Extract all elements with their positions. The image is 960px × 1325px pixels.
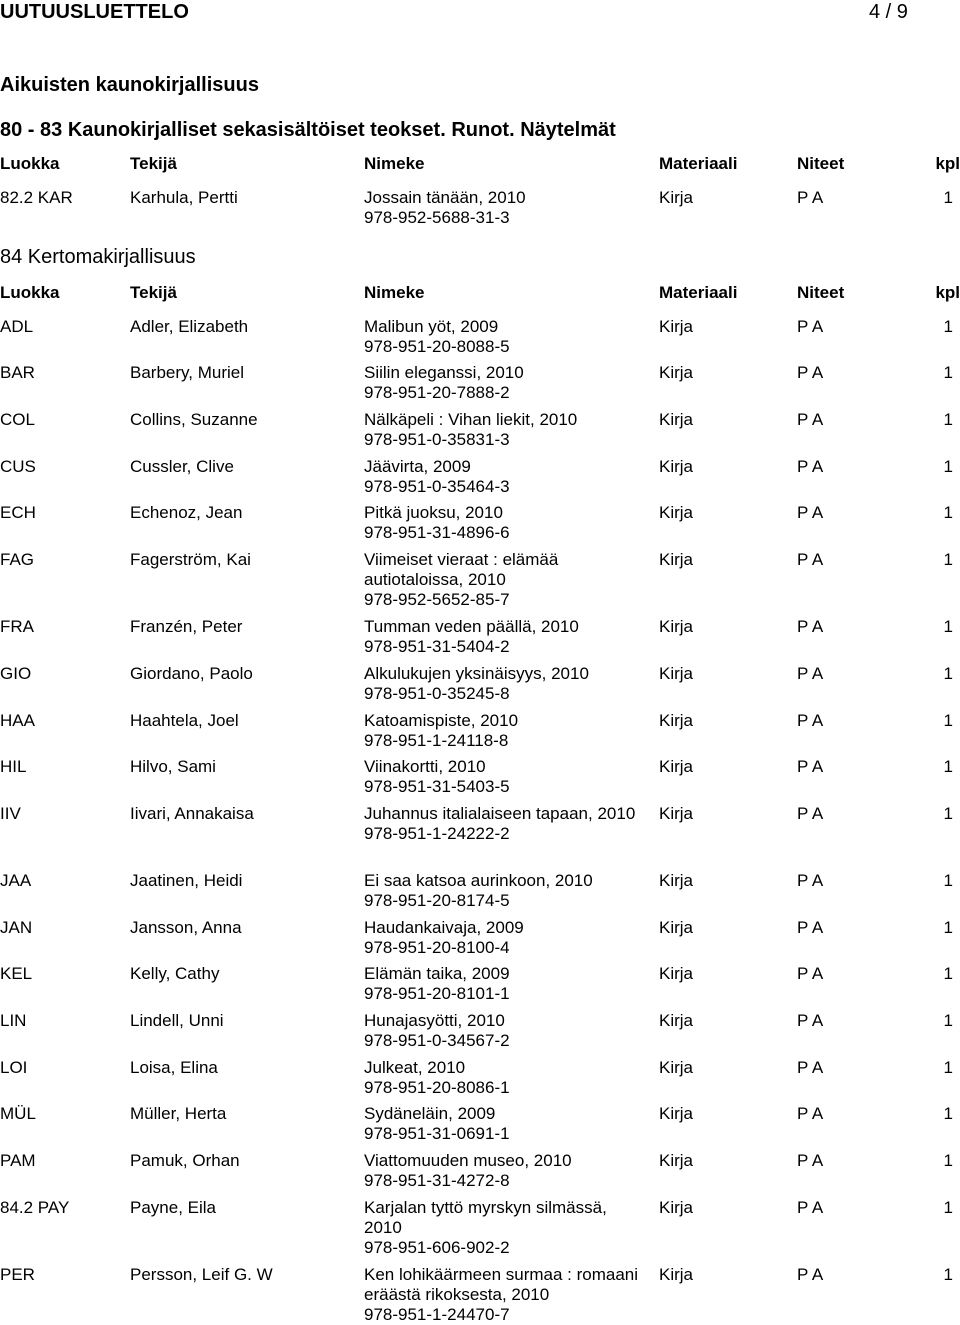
cell-tekija: Haahtela, Joel [130,711,239,730]
cell-isbn: 978-951-31-5403-5 [364,777,510,796]
cell-niteet: P A [797,503,824,522]
cell-tekija: Loisa, Elina [130,1058,218,1077]
cell-nimeke-title: Jossain tänään, 2010 [364,188,526,207]
cell-tekija: Giordano, Paolo [130,664,253,683]
cell-nimeke-title: Siilin eleganssi, 2010 [364,363,524,382]
cell-niteet: P A [797,1265,824,1284]
cell-tekija: Cussler, Clive [130,457,234,476]
cell-nimeke [364,1104,639,1144]
cell-isbn: 978-951-1-24222-2 [364,824,510,843]
cell-kpl: 1 [943,617,953,636]
cell-nimeke [364,457,639,497]
column-header-kpl: kpl [935,154,960,173]
cell-nimeke [364,1198,639,1258]
cell-niteet: P A [797,550,824,569]
cell-kpl: 1 [943,1151,953,1170]
cell-tekija: Kelly, Cathy [130,964,220,983]
cell-niteet: P A [797,1011,824,1030]
column-header-row [0,283,960,303]
column-header-row [0,154,960,174]
cell-niteet: P A [797,1151,824,1170]
section-title: Aikuisten kaunokirjallisuus [0,74,259,96]
cell-nimeke [364,188,639,228]
cell-isbn: 978-952-5688-31-3 [364,208,510,227]
cell-kpl: 1 [943,1058,953,1077]
cell-niteet: P A [797,188,824,207]
cell-nimeke-title: Viattomuuden museo, 2010 [364,1151,572,1170]
cell-nimeke-title: Juhannus italialaiseen tapaan, 2010 [364,804,636,823]
cell-isbn: 978-951-0-35831-3 [364,430,510,449]
cell-nimeke-title: Alkulukujen yksinäisyys, 2010 [364,664,589,683]
cell-kpl: 1 [943,871,953,890]
cell-tekija: Barbery, Muriel [130,363,244,382]
cell-nimeke [364,317,639,357]
cell-niteet: P A [797,918,824,937]
cell-materiaali: Kirja [659,1265,694,1284]
cell-nimeke [364,711,639,751]
cell-nimeke [364,617,639,657]
cell-nimeke [364,1151,639,1191]
cell-nimeke [364,918,639,958]
cell-kpl: 1 [943,964,953,983]
cell-nimeke-title: Ken lohikäärmeen surmaa : romaani eräästä rikoksesta, 2010 [364,1265,639,1304]
cell-materiaali: Kirja [659,804,694,823]
cell-materiaali: Kirja [659,503,694,522]
cell-luokka: 84.2 PAY [0,1198,70,1217]
cell-isbn: 978-951-31-0691-1 [364,1124,510,1143]
column-header-luokka: Luokka [0,283,60,302]
cell-materiaali: Kirja [659,617,694,636]
cell-kpl: 1 [943,1011,953,1030]
cell-nimeke-title: Viimeiset vieraat : elämää autiotaloissa, 2010 [364,550,559,589]
cell-kpl: 1 [943,317,953,336]
cell-isbn: 978-952-5652-85-7 [364,590,510,609]
cell-kpl: 1 [943,457,953,476]
cell-kpl: 1 [943,188,953,207]
cell-luokka: CUS [0,457,36,476]
cell-niteet: P A [797,1104,824,1123]
cell-kpl: 1 [943,550,953,569]
cell-isbn: 978-951-20-8086-1 [364,1078,510,1097]
cell-nimeke-title: Julkeat, 2010 [364,1058,466,1077]
cell-nimeke-title: Tumman veden päällä, 2010 [364,617,579,636]
cell-materiaali: Kirja [659,1151,694,1170]
cell-nimeke-title: Nälkäpeli : Vihan liekit, 2010 [364,410,578,429]
cell-materiaali: Kirja [659,410,694,429]
group-title-poetry: 80 - 83 Kaunokirjalliset sekasisältöiset teokset. Runot. Näytelmät [0,119,616,141]
cell-kpl: 1 [943,918,953,937]
cell-nimeke-title: Karjalan tyttö myrskyn silmässä, 2010 [364,1198,607,1237]
cell-luokka: HIL [0,757,27,776]
cell-kpl: 1 [943,1198,953,1217]
cell-materiaali: Kirja [659,363,694,382]
cell-isbn: 978-951-606-902-2 [364,1238,510,1257]
cell-isbn: 978-951-1-24118-8 [364,731,509,750]
cell-materiaali: Kirja [659,550,694,569]
cell-isbn: 978-951-1-24470-7 [364,1305,510,1324]
cell-materiaali: Kirja [659,188,694,207]
cell-niteet: P A [797,964,824,983]
cell-niteet: P A [797,1058,824,1077]
cell-nimeke [364,363,639,403]
cell-isbn: 978-951-0-34567-2 [364,1031,510,1050]
column-header-nimeke: Nimeke [364,283,425,302]
cell-tekija: Persson, Leif G. W [130,1265,273,1284]
cell-nimeke [364,871,639,911]
cell-nimeke-title: Malibun yöt, 2009 [364,317,499,336]
cell-niteet: P A [797,457,824,476]
cell-tekija: Fagerström, Kai [130,550,251,569]
cell-nimeke-title: Pitkä juoksu, 2010 [364,503,503,522]
cell-isbn: 978-951-31-5404-2 [364,637,510,656]
cell-materiaali: Kirja [659,1198,694,1217]
cell-kpl: 1 [943,410,953,429]
cell-nimeke-title: Jäävirta, 2009 [364,457,471,476]
cell-luokka: HAA [0,711,35,730]
cell-niteet: P A [797,317,824,336]
cell-isbn: 978-951-31-4896-6 [364,523,510,542]
cell-nimeke [364,1265,639,1325]
cell-tekija: Müller, Herta [130,1104,227,1123]
cell-niteet: P A [797,711,824,730]
cell-tekija: Lindell, Unni [130,1011,224,1030]
cell-tekija: Karhula, Pertti [130,188,238,207]
cell-niteet: P A [797,1198,824,1217]
cell-isbn: 978-951-20-8100-4 [364,938,510,957]
cell-materiaali: Kirja [659,757,694,776]
group-title-fiction: 84 Kertomakirjallisuus [0,246,196,268]
cell-niteet: P A [797,804,824,823]
column-header-tekija: Tekijä [130,283,177,302]
cell-materiaali: Kirja [659,871,694,890]
cell-kpl: 1 [943,804,953,823]
cell-luokka: ECH [0,503,36,522]
cell-materiaali: Kirja [659,964,694,983]
cell-niteet: P A [797,664,824,683]
cell-kpl: 1 [943,503,953,522]
cell-nimeke-title: Katoamispiste, 2010 [364,711,519,730]
cell-nimeke [364,503,639,543]
cell-luokka: ADL [0,317,34,336]
cell-luokka: JAA [0,871,32,890]
cell-luokka: PER [0,1265,35,1284]
cell-tekija: Pamuk, Orhan [130,1151,240,1170]
column-header-materiaali: Materiaali [659,283,738,302]
cell-nimeke-title: Ei saa katsoa aurinkoon, 2010 [364,871,593,890]
column-header-niteet: Niteet [797,154,845,173]
cell-luokka: COL [0,410,35,429]
cell-luokka: JAN [0,918,33,937]
cell-niteet: P A [797,757,824,776]
cell-tekija: Payne, Eila [130,1198,216,1217]
cell-niteet: P A [797,871,824,890]
cell-materiaali: Kirja [659,1104,694,1123]
cell-nimeke-title: Haudankaivaja, 2009 [364,918,524,937]
cell-isbn: 978-951-20-8174-5 [364,891,510,910]
cell-materiaali: Kirja [659,457,694,476]
cell-materiaali: Kirja [659,1058,694,1077]
cell-nimeke-title: Elämän taika, 2009 [364,964,510,983]
cell-luokka: LIN [0,1011,27,1030]
cell-luokka: FAG [0,550,35,569]
cell-materiaali: Kirja [659,711,694,730]
cell-luokka: FRA [0,617,34,636]
cell-isbn: 978-951-20-8101-1 [364,984,510,1003]
cell-materiaali: Kirja [659,918,694,937]
page-number: 4 / 9 [869,1,908,23]
cell-nimeke [364,804,639,844]
cell-tekija: Franzén, Peter [130,617,243,636]
cell-nimeke [364,1058,639,1098]
cell-materiaali: Kirja [659,317,694,336]
column-header-tekija: Tekijä [130,154,177,173]
cell-luokka: LOI [0,1058,28,1077]
cell-tekija: Jaatinen, Heidi [130,871,243,890]
cell-niteet: P A [797,617,824,636]
cell-kpl: 1 [943,664,953,683]
cell-nimeke [364,757,639,797]
cell-kpl: 1 [943,363,953,382]
cell-isbn: 978-951-31-4272-8 [364,1171,510,1190]
cell-nimeke [364,664,639,704]
cell-niteet: P A [797,410,824,429]
cell-tekija: Jansson, Anna [130,918,242,937]
cell-kpl: 1 [943,711,953,730]
column-header-nimeke: Nimeke [364,154,425,173]
cell-nimeke [364,550,639,610]
cell-nimeke-title: Sydäneläin, 2009 [364,1104,496,1123]
column-header-niteet: Niteet [797,283,845,302]
cell-tekija: Iivari, Annakaisa [130,804,254,823]
cell-tekija: Echenoz, Jean [130,503,243,522]
cell-isbn: 978-951-20-8088-5 [364,337,510,356]
cell-nimeke-title: Hunajasyötti, 2010 [364,1011,505,1030]
cell-tekija: Hilvo, Sami [130,757,216,776]
column-header-luokka: Luokka [0,154,60,173]
cell-tekija: Adler, Elizabeth [130,317,249,336]
cell-nimeke [364,410,639,450]
cell-luokka: IIV [0,804,21,823]
document-title: UUTUUSLUETTELO [0,1,189,23]
cell-kpl: 1 [943,1265,953,1284]
cell-materiaali: Kirja [659,664,694,683]
cell-isbn: 978-951-20-7888-2 [364,383,510,402]
cell-niteet: P A [797,363,824,382]
column-header-materiaali: Materiaali [659,154,738,173]
cell-nimeke [364,1011,639,1051]
cell-isbn: 978-951-0-35245-8 [364,684,510,703]
cell-nimeke [364,964,639,1004]
cell-tekija: Collins, Suzanne [130,410,258,429]
column-header-kpl: kpl [935,283,960,302]
cell-luokka: PAM [0,1151,36,1170]
cell-nimeke-title: Viinakortti, 2010 [364,757,486,776]
cell-kpl: 1 [943,1104,953,1123]
cell-luokka: KEL [0,964,33,983]
cell-materiaali: Kirja [659,1011,694,1030]
cell-luokka: BAR [0,363,35,382]
cell-luokka: 82.2 KAR [0,188,73,207]
cell-kpl: 1 [943,757,953,776]
cell-luokka: GIO [0,664,32,683]
cell-isbn: 978-951-0-35464-3 [364,477,510,496]
cell-luokka: MÜL [0,1104,36,1123]
